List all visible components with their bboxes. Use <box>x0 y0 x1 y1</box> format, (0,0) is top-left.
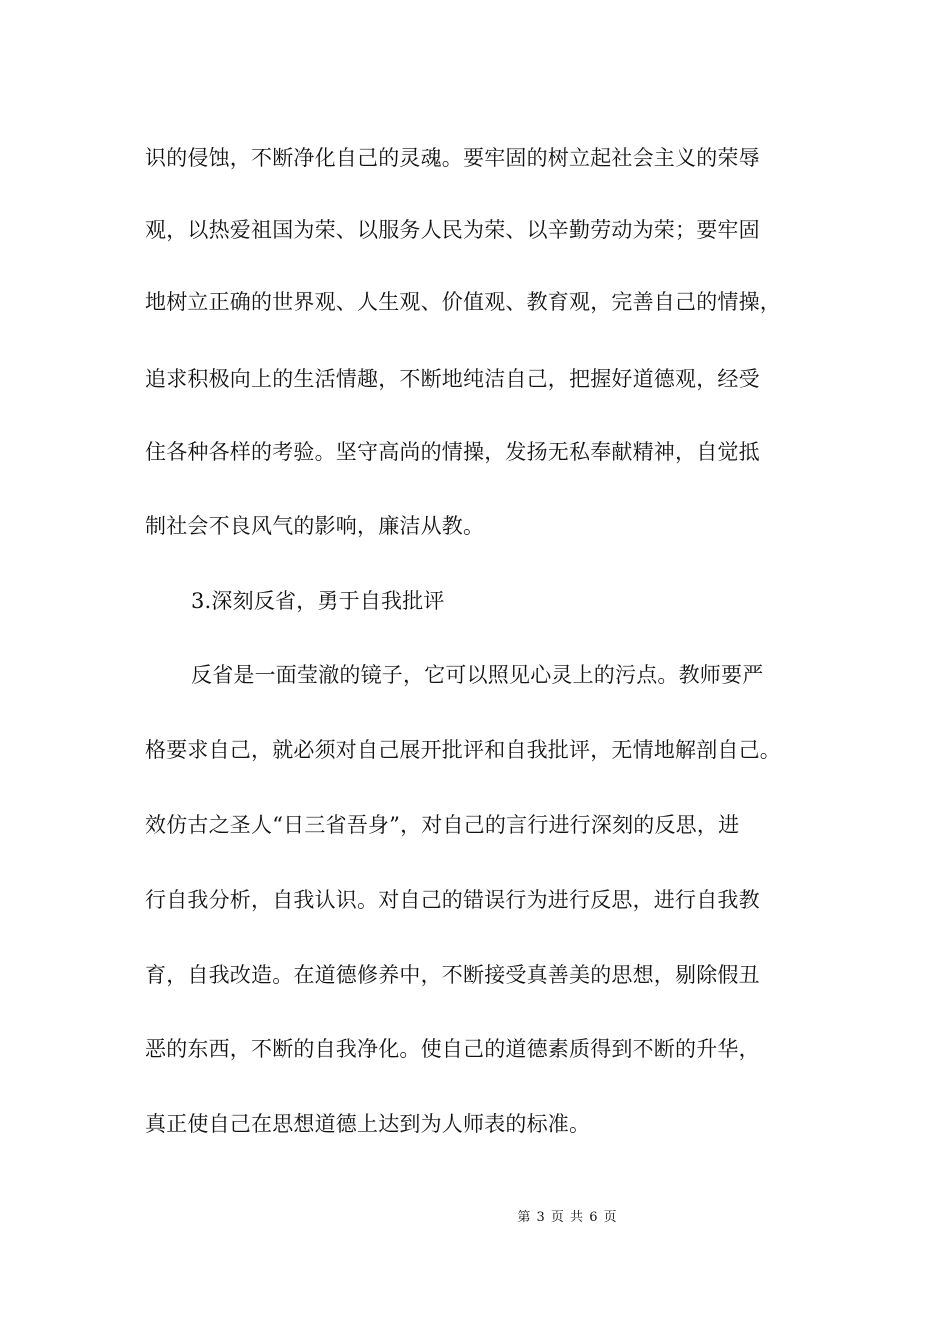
body-line: 恶的东西，不断的自我净化。使自己的道德素质得到不断的升华， <box>145 1037 760 1061</box>
body-line: 住各种各样的考验。坚守高尚的情操，发扬无私奉献精神，自觉抵 <box>145 440 760 464</box>
body-line: 效仿古之圣人“日三省吾身”，对自己的言行进行深刻的反思，进 <box>145 813 740 837</box>
body-line: 观，以热爱祖国为荣、以服务人民为荣、以辛勤劳动为荣；要牢固 <box>145 218 760 242</box>
body-line: 育，自我改造。在道德修养中，不断接受真善美的思想，剔除假丑 <box>145 963 760 987</box>
paragraph-first-line: 反省是一面莹澈的镜子，它可以照见心灵上的污点。教师要严 <box>191 663 764 687</box>
body-line: 行自我分析，自我认识。对自己的错误行为进行反思，进行自我教 <box>145 888 760 912</box>
body-line: 制社会不良风气的影响，廉洁从教。 <box>145 514 485 538</box>
page-footer: 第 3 页 共 6 页 <box>517 1210 618 1225</box>
body-line: 真正使自己在思想道德上达到为人师表的标准。 <box>145 1112 591 1136</box>
body-line: 识的侵蚀，不断净化自己的灵魂。要牢固的树立起社会主义的荣辱 <box>145 146 760 170</box>
body-line: 地树立正确的世界观、人生观、价值观、教育观，完善自己的情操， <box>145 290 781 314</box>
body-line: 追求积极向上的生活情趣，不断地纯洁自己，把握好道德观，经受 <box>145 367 760 391</box>
section-heading: 3.深刻反省，勇于自我批评 <box>191 589 445 613</box>
body-line: 格要求自己，就必须对自己展开批评和自我批评，无情地解剖自己。 <box>145 738 781 762</box>
